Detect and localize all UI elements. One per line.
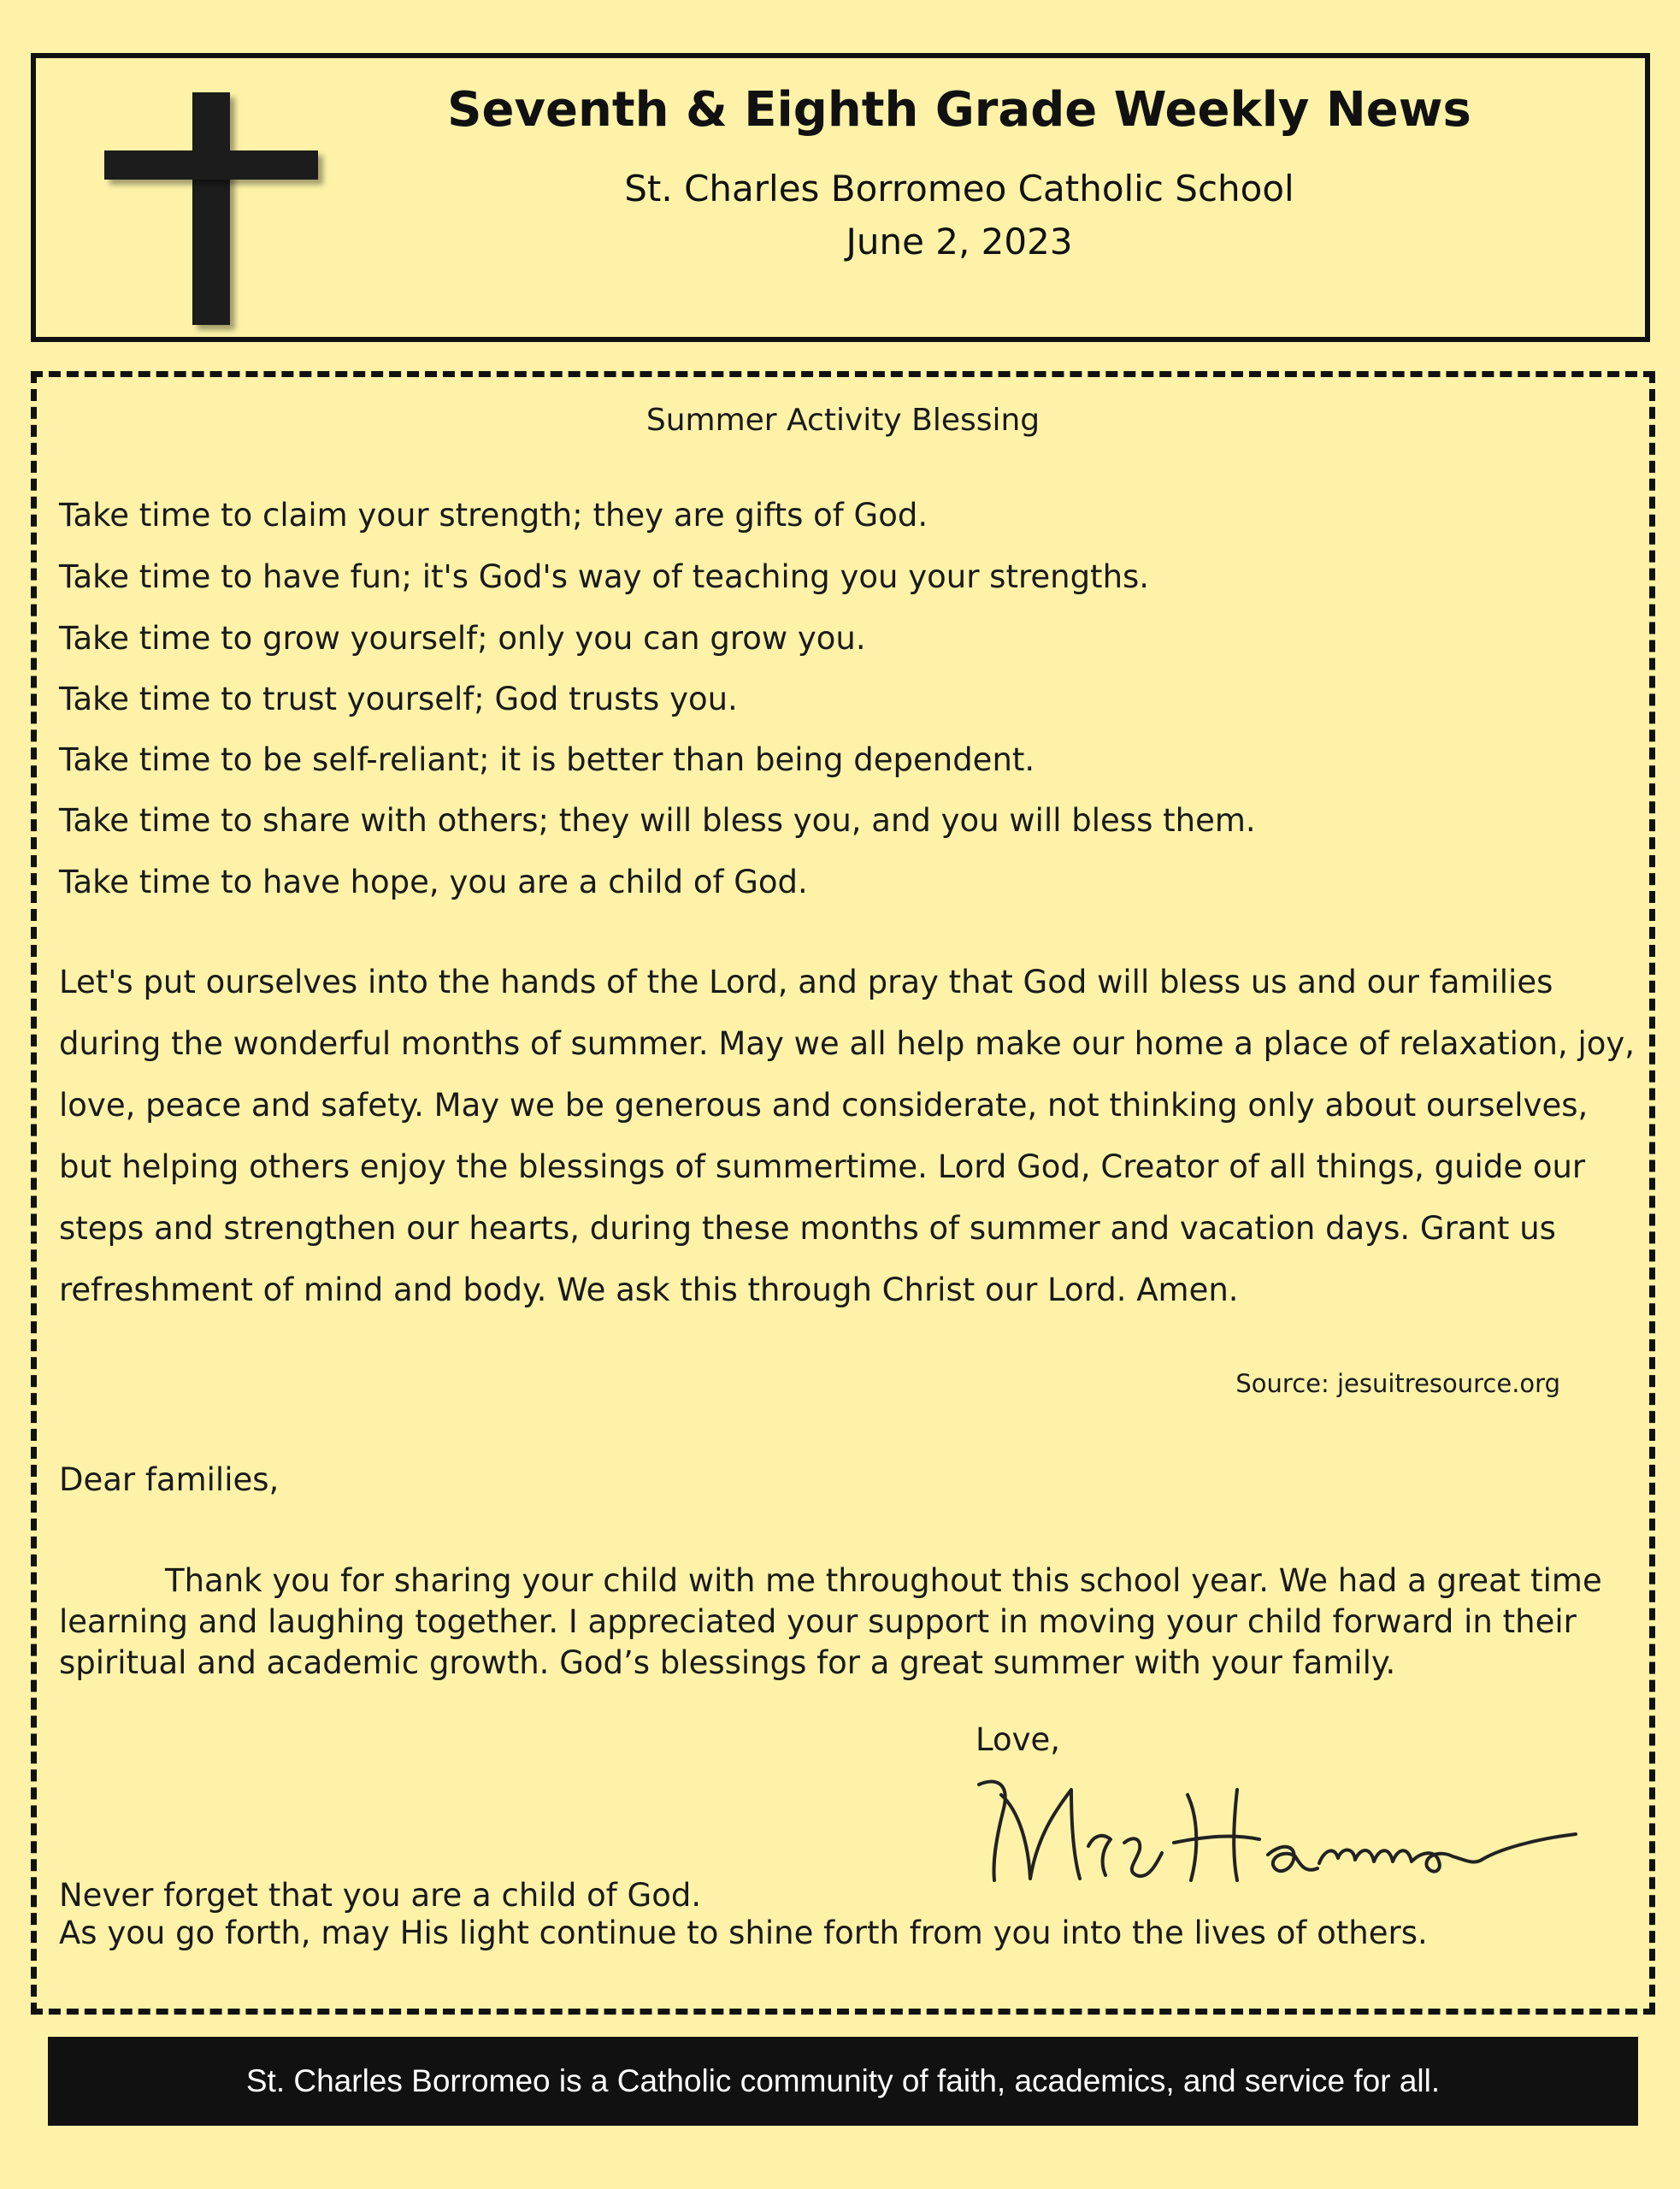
newsletter-header <box>31 53 1650 342</box>
blessing-title: Summer Activity Blessing <box>645 403 1040 438</box>
letter-greeting: Dear families, <box>59 1461 280 1498</box>
newsletter-title: Seventh & Eighth Grade Weekly News <box>447 82 1471 138</box>
blessing-line: Take time to have fun; it's God's way of teaching you your strengths. <box>59 558 1150 595</box>
blessing-line: Take time to claim your strength; they are gifts of God. <box>59 497 928 534</box>
newsletter-date: June 2, 2023 <box>846 221 1073 263</box>
blessing-line: Take time to be self-reliant; it is better than being dependent. <box>59 741 1035 778</box>
cross-icon <box>104 92 327 332</box>
blessing-source: Source: jesuitresource.org <box>1235 1369 1560 1398</box>
mission-footer: St. Charles Borromeo is a Catholic community of faith, academics, and service for all. <box>48 2037 1638 2126</box>
blessing-line: Take time to trust yourself; God trusts you. <box>59 681 738 717</box>
letter-body: Thank you for sharing your child with me throughout this school year. We had a great time learning and laughing together. I appreciated your support in moving your child forward in their spiritual and academic growth. God’s blessings for a great summer with your family. <box>59 1562 1602 1681</box>
blessing-line: Take time to share with others; they will bless you, and you will bless them. <box>59 802 1256 839</box>
closing-line: As you go forth, may His light continue to shine forth from you into the lives of others. <box>59 1915 1428 1951</box>
blessing-prayer: Let's put ourselves into the hands of the Lord, and pray that God will bless us and our families during the wonderful months of summer. May we all help make our home a place of relaxation, joy, love, peace and safety. May we be generous and considerate, not thinking only about ourselves, but helping others enjoy the blessings of summertime. Lord God, Creator of all things, guide our steps and strengthen our hearts, during these months of summer and vacation days. Grant us refreshment of mind and body. We ask this through Christ our Lord. Amen. <box>59 964 1636 1308</box>
blessing-line: Take time to have hope, you are a child of God. <box>59 864 808 900</box>
handwritten-signature <box>943 1761 1593 1906</box>
content-section <box>31 371 1655 2015</box>
closing-line: Never forget that you are a child of God. <box>59 1877 702 1914</box>
school-name: St. Charles Borromeo Catholic School <box>624 168 1294 209</box>
letter-sign-off: Love, <box>976 1721 1061 1758</box>
blessing-line: Take time to grow yourself; only you can grow you. <box>59 620 866 657</box>
